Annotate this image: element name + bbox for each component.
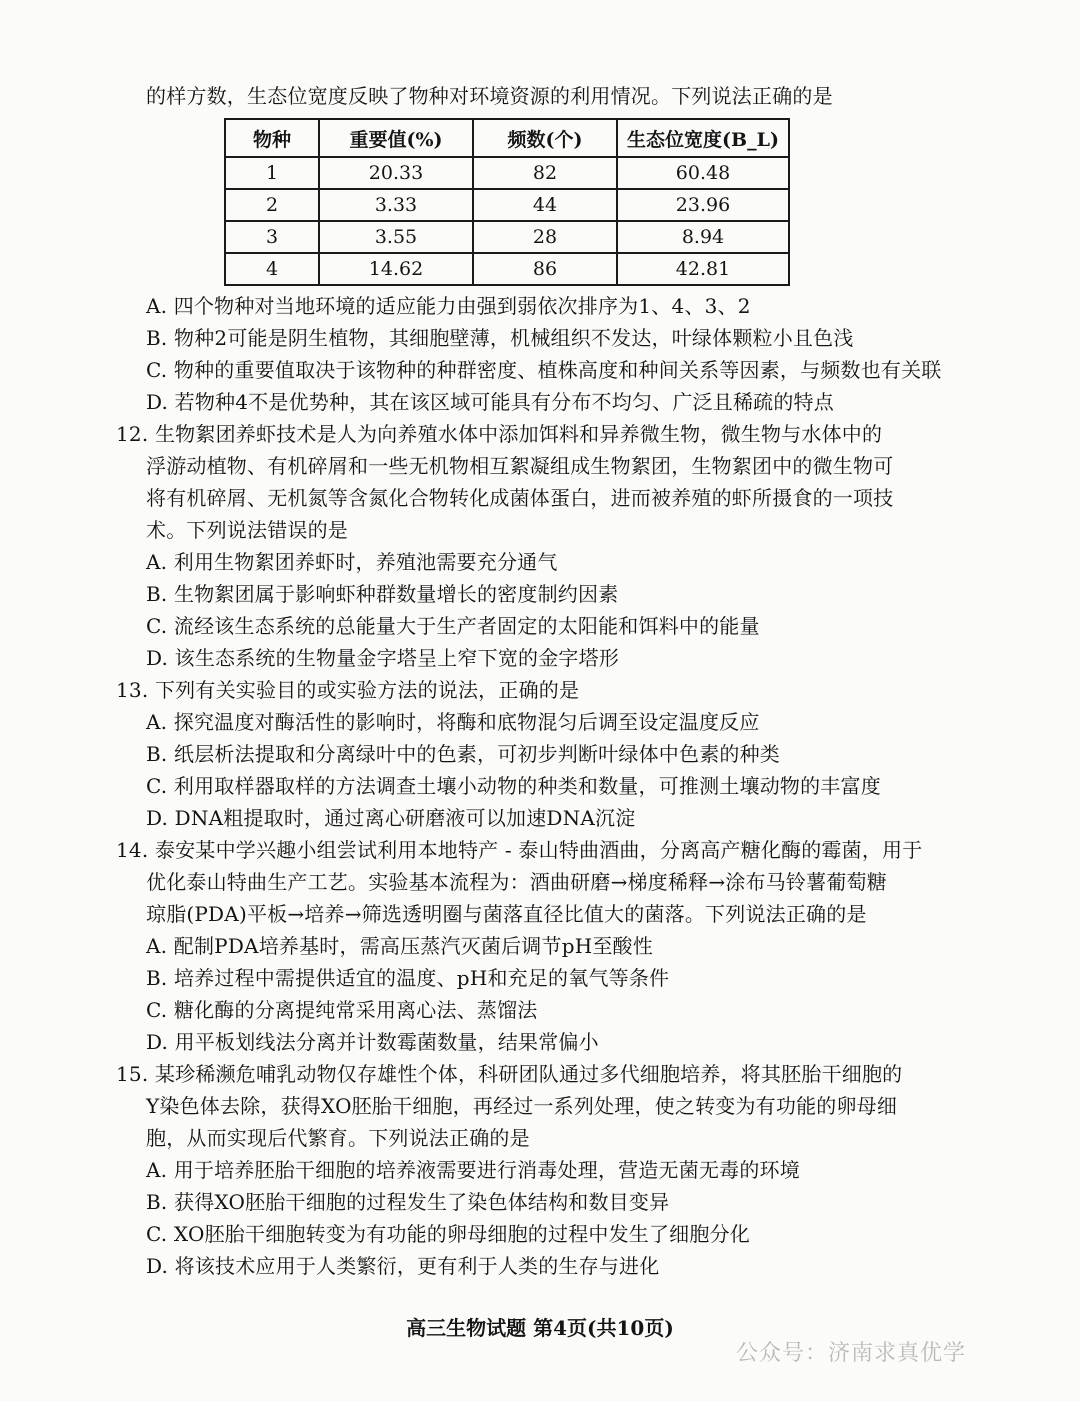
q12-option-c: C. 流经该生态系统的总能量大于生产者固定的太阳能和饵料中的能量 [146,614,760,638]
q12-stem-line-2: 浮游动植物、有机碎屑和一些无机物相互絮凝组成生物絮团，生物絮团中的微生物可 [146,454,894,478]
header-niche-breadth: 生态位宽度(B_L) [617,119,789,157]
q15-stem-line-1: 15. 某珍稀濒危哺乳动物仅存雄性个体，科研团队通过多代细胞培养，将其胚胎干细胞的 [116,1062,903,1086]
q12-stem-line-3: 将有机碎屑、无机氮等含氮化合物转化成菌体蛋白，进而被养殖的虾所摄食的一项技 [146,486,894,510]
q15-option-b: B. 获得XO胚胎干细胞的过程发生了染色体结构和数目变异 [146,1190,670,1214]
table-cell: 3.33 [319,189,473,221]
table-cell: 2 [225,189,319,221]
table-cell: 4 [225,253,319,285]
q12-stem-line-4: 术。下列说法错误的是 [146,518,348,542]
q15-option-d: D. 将该技术应用于人类繁衍，更有利于人类的生存与进化 [146,1254,660,1278]
q11-option-a: A. 四个物种对当地环境的适应能力由强到弱依次排序为1、4、3、2 [146,294,751,318]
q11-option-b: B. 物种2可能是阴生植物，其细胞壁薄，机械组织不发达，叶绿体颗粒小且色浅 [146,326,854,350]
table-row [225,157,789,189]
table-cell: 23.96 [617,189,789,221]
q11-option-c: C. 物种的重要值取决于该物种的种群密度、植株高度和种间关系等因素，与频数也有关联 [146,358,942,382]
header-species: 物种 [225,119,319,157]
table-cell: 82 [473,157,617,189]
q12-option-a: A. 利用生物絮团养虾时，养殖池需要充分通气 [146,550,558,574]
table-row [225,253,789,285]
table-cell: 3.55 [319,221,473,253]
table-cell: 28 [473,221,617,253]
q14-option-a: A. 配制PDA培养基时，需高压蒸汽灭菌后调节pH至酸性 [146,934,653,958]
table-row [225,221,789,253]
table-cell: 14.62 [319,253,473,285]
table-cell: 44 [473,189,617,221]
q14-stem-line-2: 优化泰山特曲生产工艺。实验基本流程为：酒曲研磨→梯度稀释→涂布马铃薯葡萄糖 [146,870,887,894]
header-importance: 重要值(%) [319,119,473,157]
page-footer: 高三生物试题 第4页(共10页) [406,1316,674,1340]
q13-stem-line-1: 13. 下列有关实验目的或实验方法的说法，正确的是 [116,678,580,702]
q14-option-c: C. 糖化酶的分离提纯常采用离心法、蒸馏法 [146,998,538,1022]
q14-stem-line-3: 琼脂(PDA)平板→培养→筛选透明圈与菌落直径比值大的菌落。下列说法正确的是 [146,902,867,926]
question-11-stem-tail: 的样方数，生态位宽度反映了物种对环境资源的利用情况。下列说法正确的是 [146,84,833,108]
table-cell: 86 [473,253,617,285]
q13-option-c: C. 利用取样器取样的方法调查土壤小动物的种类和数量，可推测土壤动物的丰富度 [146,774,881,798]
table-cell: 42.81 [617,253,789,285]
q14-option-b: B. 培养过程中需提供适宜的温度、pH和充足的氧气等条件 [146,966,670,990]
q12-option-d: D. 该生态系统的生物量金字塔呈上窄下宽的金字塔形 [146,646,620,670]
q13-option-a: A. 探究温度对酶活性的影响时，将酶和底物混匀后调至设定温度反应 [146,710,760,734]
q13-option-b: B. 纸层析法提取和分离绿叶中的色素，可初步判断叶绿体中色素的种类 [146,742,781,766]
q13-option-d: D. DNA粗提取时，通过离心研磨液可以加速DNA沉淀 [146,806,636,830]
header-frequency: 频数(个) [473,119,617,157]
q15-stem-line-2: Y染色体去除，获得XO胚胎干细胞，再经过一系列处理，使之转变为有功能的卵母细 [146,1094,898,1118]
table-cell: 60.48 [617,157,789,189]
table-cell: 20.33 [319,157,473,189]
table-cell: 1 [225,157,319,189]
q12-option-b: B. 生物絮团属于影响虾种群数量增长的密度制约因素 [146,582,619,606]
table-cell: 3 [225,221,319,253]
table-header-row [225,119,789,157]
q14-stem-line-1: 14. 泰安某中学兴趣小组尝试利用本地特产 - 泰山特曲酒曲，分离高产糖化酶的霉菌，用于 [116,838,923,862]
species-data-table [224,118,790,286]
watermark-text: 公众号：济南求真优学 [736,1341,967,1366]
q11-option-d: D. 若物种4不是优势种，其在该区域可能具有分布不均匀、广泛且稀疏的特点 [146,390,834,414]
q14-option-d: D. 用平板划线法分离并计数霉菌数量，结果常偏小 [146,1030,599,1054]
table-cell: 8.94 [617,221,789,253]
table-row [225,189,789,221]
q15-option-a: A. 用于培养胚胎干细胞的培养液需要进行消毒处理，营造无菌无毒的环境 [146,1158,800,1182]
q15-stem-line-3: 胞，从而实现后代繁育。下列说法正确的是 [146,1126,530,1150]
q15-option-c: C. XO胚胎干细胞转变为有功能的卵母细胞的过程中发生了细胞分化 [146,1222,750,1246]
q12-stem-line-1: 12. 生物絮团养虾技术是人为向养殖水体中添加饵料和异养微生物，微生物与水体中的 [116,422,883,446]
